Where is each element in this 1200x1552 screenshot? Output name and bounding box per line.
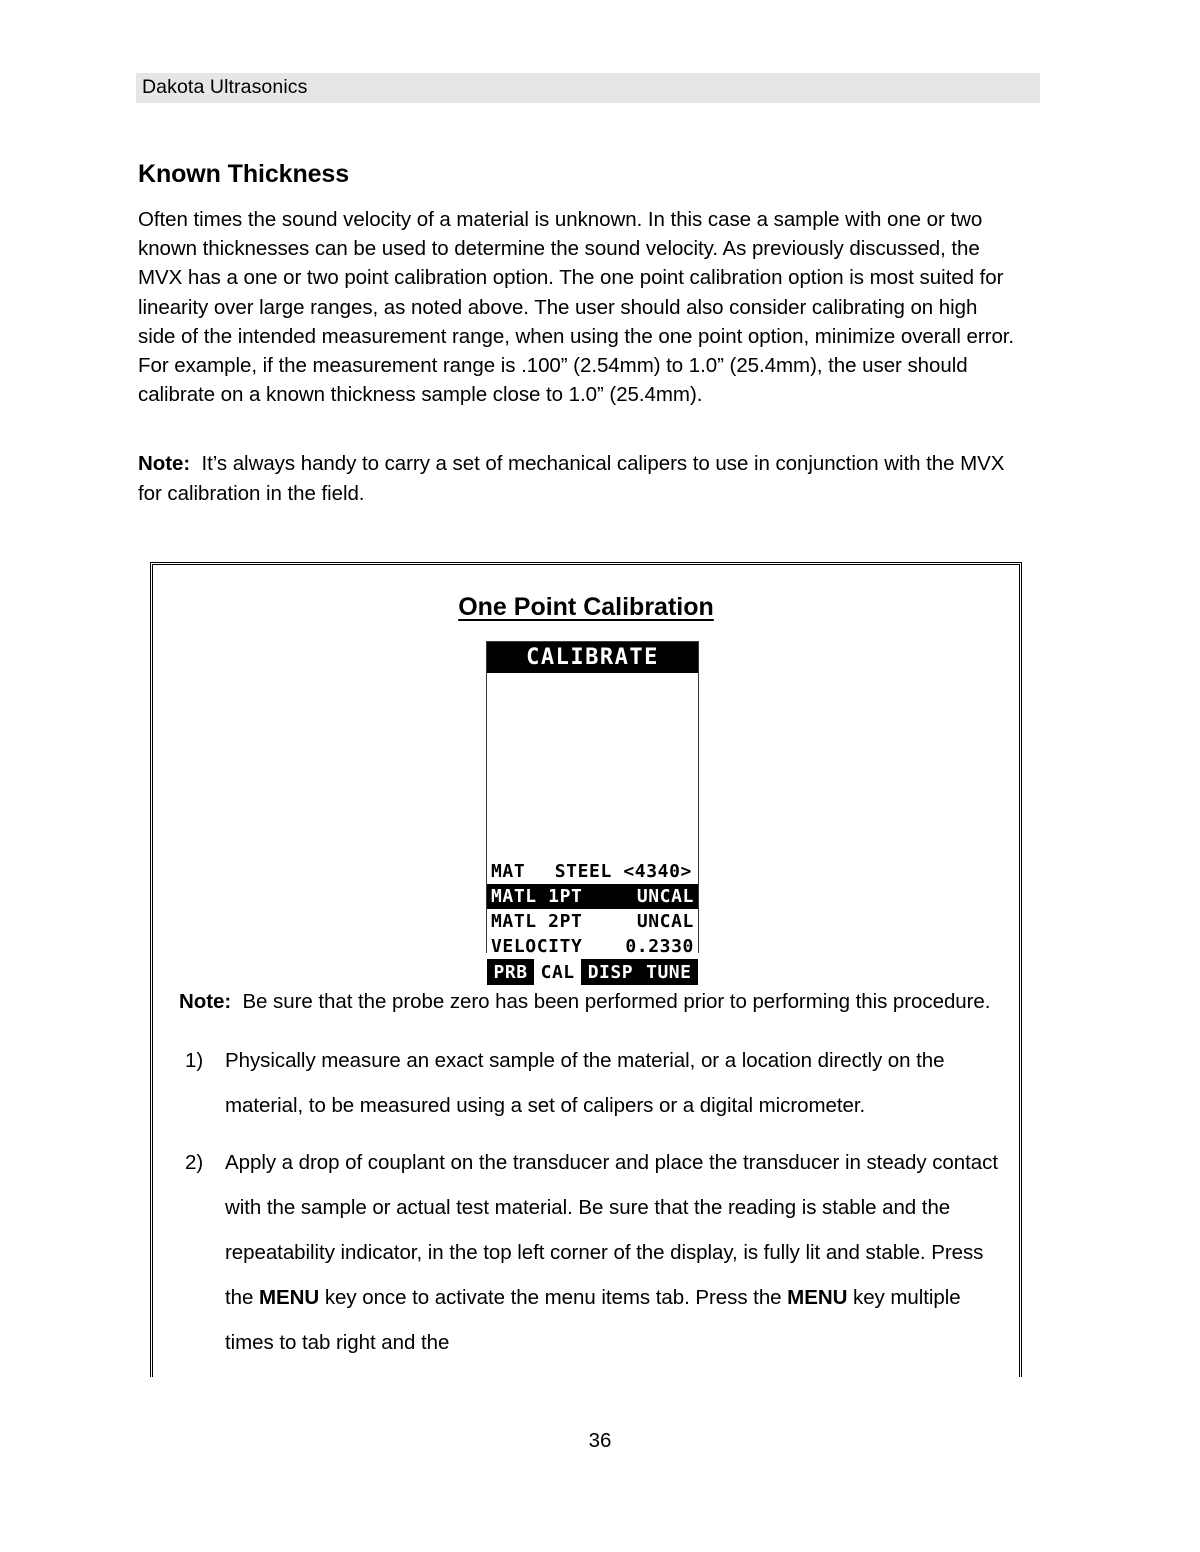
note-paragraph	[138, 449, 1018, 507]
procedure-steps	[179, 1038, 999, 1365]
lcd-row-matl-2pt[interactable]	[487, 909, 698, 934]
lcd-row-matl-1pt-value: UNCAL	[636, 886, 694, 907]
lcd-row-mat-label: MAT	[491, 861, 526, 882]
step-2-key-menu-1: MENU	[259, 1286, 320, 1309]
step-2-text-part2: key once to activate the menu items tab. Press the	[319, 1286, 788, 1309]
paragraph-spacer	[138, 409, 1018, 449]
lcd-row-velocity-value: 0.2330	[625, 936, 694, 957]
step-2-text-part3: key multiple times to tab right and the	[225, 1286, 961, 1354]
figure-body-text	[179, 979, 999, 1377]
lcd-row-matl-2pt-label: MATL 2PT	[491, 911, 583, 932]
lcd-tab-cal[interactable]: CAL	[534, 959, 581, 985]
lcd-menu-list	[487, 859, 698, 959]
figure-frame	[150, 562, 1022, 1377]
lcd-row-mat[interactable]	[487, 859, 698, 884]
lcd-row-velocity-label: VELOCITY	[491, 936, 583, 957]
lcd-tab-disp[interactable]: DISP	[581, 959, 639, 985]
lcd-row-velocity[interactable]	[487, 934, 698, 959]
lcd-row-matl-1pt-label: MATL 1PT	[491, 886, 583, 907]
lcd-screen-title: CALIBRATE	[487, 642, 698, 672]
figure-note-label: Note:	[179, 990, 232, 1013]
step-1-text: Physically measure an exact sample of the material, or a location directly on the material, to be measured using a set of calipers or a digital micrometer.	[225, 1049, 945, 1117]
lcd-tab-tune[interactable]: TUNE	[640, 959, 698, 985]
step-2-number: 2)	[185, 1151, 204, 1174]
figure-frame-inner	[153, 565, 1019, 1377]
running-header-title: Dakota Ultrasonics	[142, 76, 308, 99]
figure-title: One Point Calibration	[458, 593, 714, 621]
step-2-key-menu-2: MENU	[787, 1286, 848, 1309]
list-item	[179, 1038, 999, 1128]
note-label: Note:	[138, 452, 191, 476]
lcd-row-mat-value: STEEL <4340>	[554, 861, 692, 882]
lcd-row-matl-1pt[interactable]	[487, 884, 698, 909]
list-item	[179, 1140, 999, 1365]
page-title: Known Thickness	[138, 160, 350, 188]
step-2-text-part1: Apply a drop of couplant on the transducer and place the transducer in steady contact with the sample or actual test material. Be sure that the reading is stable and the repeatability indicator, in the top left corner of the display, is fully lit and stable. Press the	[225, 1151, 998, 1309]
note-body: It’s always handy to carry a set of mechanical calipers to use in conjunction with the MVX for calibration in the field.	[138, 452, 1005, 505]
lcd-measurement-area	[487, 672, 698, 859]
main-text-column	[138, 160, 1018, 508]
step-1-number: 1)	[185, 1049, 204, 1072]
figure-note-paragraph	[179, 979, 999, 1024]
lcd-display	[486, 641, 699, 983]
figure-note-body: Be sure that the probe zero has been performed prior to performing this procedure.	[242, 990, 991, 1013]
lcd-tab-prb[interactable]: PRB	[487, 959, 534, 985]
lcd-row-matl-2pt-value: UNCAL	[636, 911, 694, 932]
intro-paragraph: Often times the sound velocity of a material is unknown. In this case a sample with one or two known thicknesses can be used to determine the sound velocity. As previously discussed, the MVX has a one or two point calibration option. The one point calibration option is most suited for linearity over large ranges, as noted above. The user should also consider calibrating on high side of the intended measurement range, when using the one point option, minimize overall error. For example, if the measurement range is .100” (2.54mm) to 1.0” (25.4mm), the user should calibrate on a known thickness sample close to 1.0” (25.4mm).	[138, 208, 1015, 407]
running-header	[136, 73, 1040, 103]
page-number: 36	[588, 1429, 612, 1452]
